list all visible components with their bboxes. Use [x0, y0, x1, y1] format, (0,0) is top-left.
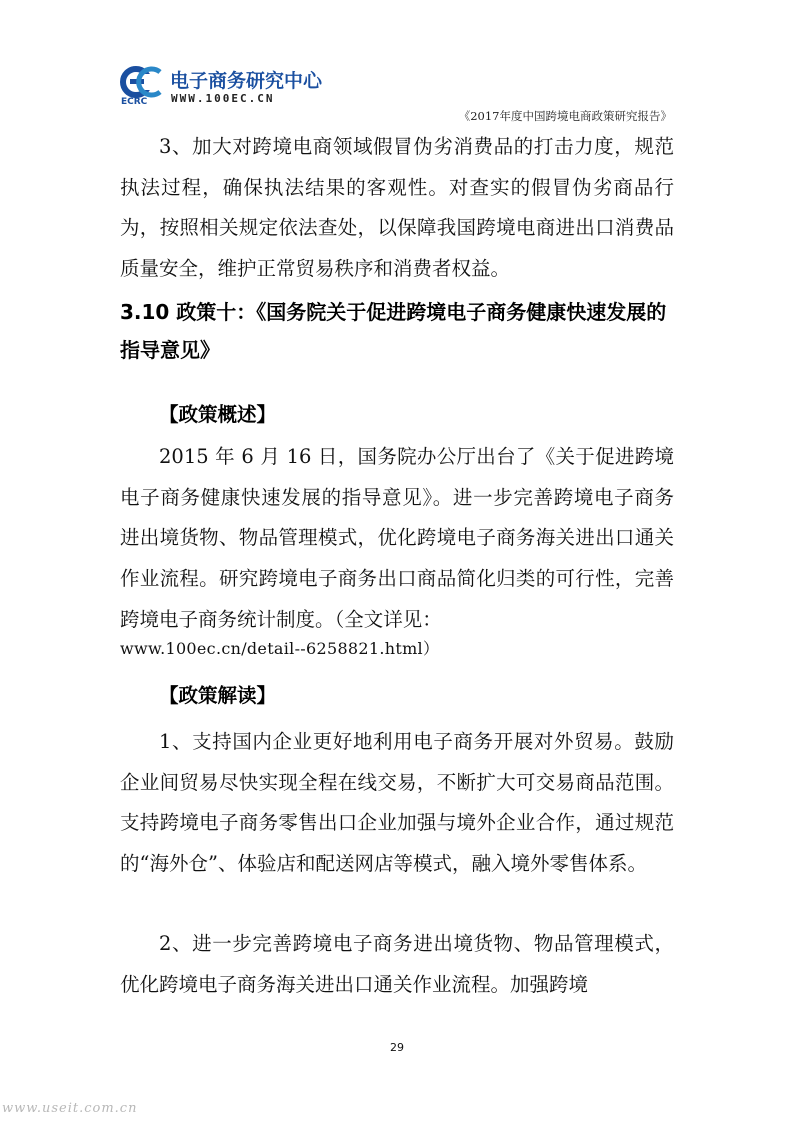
page-number: 29: [390, 1041, 404, 1054]
paragraph-3: 3、加大对跨境电商领域假冒伪劣消费品的打击力度，规范执法过程，确保执法结果的客观性。对查实的假冒伪劣商品行为，按照相关规定依法查处，以保障我国跨境电商进出口消费品质量安全，维护正常贸易秩序和消费者权益。: [120, 135, 674, 281]
report-title: 《2017年度中国跨境电商政策研究报告》: [458, 109, 672, 123]
section-heading: 3.10 政策十：《国务院关于促进跨境电子商务健康快速发展的指导意见》: [120, 300, 667, 362]
interpretation-item-2: 2、进一步完善跨境电子商务进出境货物、物品管理模式，优化跨境电子商务海关进出口通关作业流程。加强跨境: [120, 932, 674, 996]
watermark: www.useit.com.cn: [2, 1101, 138, 1116]
overview-url: www.100ec.cn/detail--6258821.html）: [120, 639, 440, 658]
overview-heading: 【政策概述】: [159, 403, 277, 426]
interpretation-item-1: 1、支持国内企业更好地利用电子商务开展对外贸易。鼓励企业间贸易尽快实现全程在线交易，不断扩大可交易商品范围。支持跨境电子商务零售出口企业加强与境外企业合作，通过规范的“海外仓”、体验店和配送网店等模式，融入境外零售体系。: [120, 730, 674, 876]
logo-title: 电子商务研究中心: [170, 70, 323, 92]
logo-abbr: ECRC: [121, 97, 148, 107]
overview-text: 2015 年 6 月 16 日，国务院办公厅出台了《关于促进跨境电子商务健康快速发展的指导意见》。进一步完善跨境电子商务进出境货物、物品管理模式，优化跨境电子商务海关进出口通关作业流程。研究跨境电子商务出口商品简化归类的可行性，完善跨境电子商务统计制度。（全文详见：: [120, 445, 674, 631]
logo-url: WWW.100EC.CN: [171, 92, 275, 105]
interpretation-heading: 【政策解读】: [159, 684, 277, 707]
